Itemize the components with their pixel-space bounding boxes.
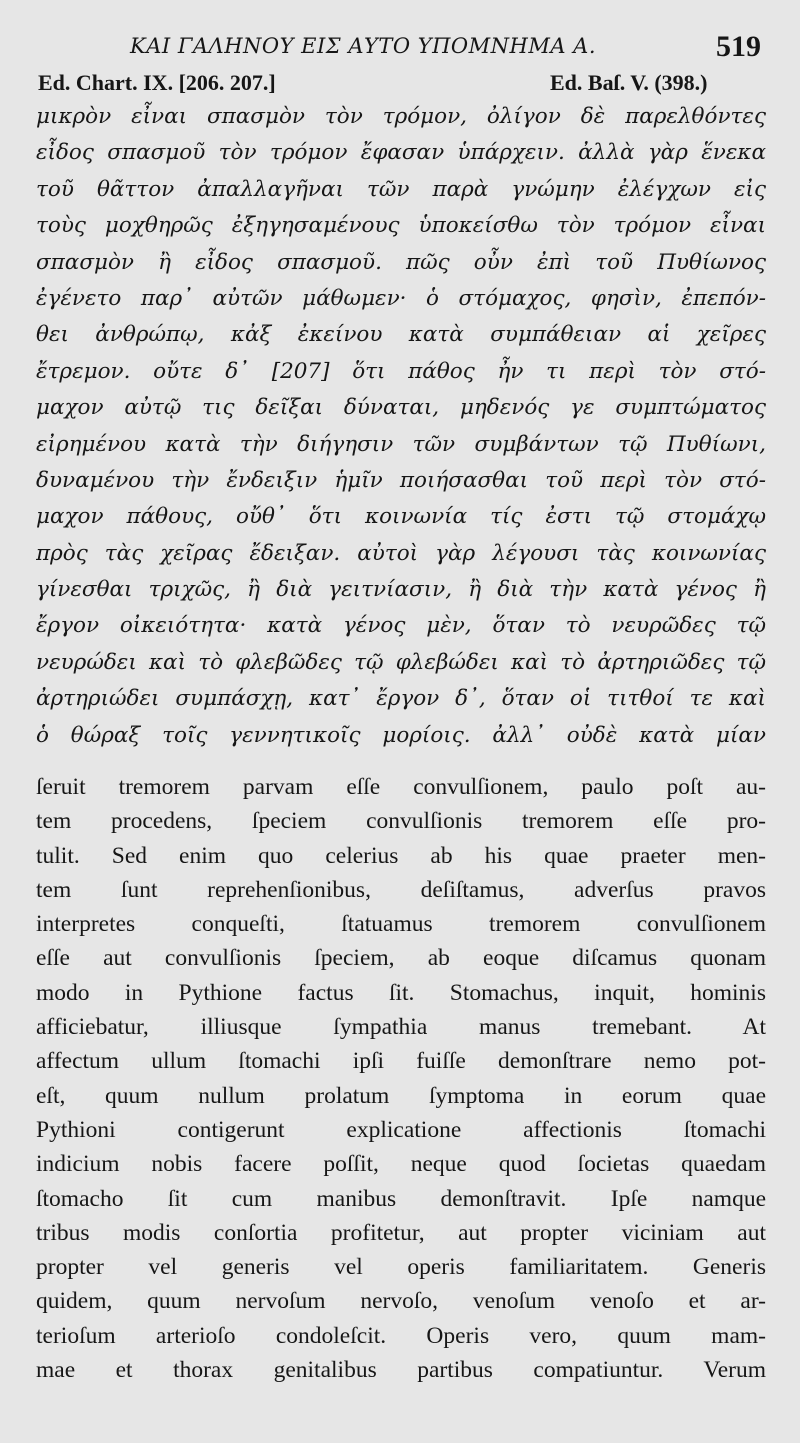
greek-text-block <box>36 99 766 754</box>
greek-text-line: μαχον αὐτῷ τις δεῖξαι δύναται, μηδενός γε συμπτώματος <box>36 395 766 421</box>
latin-text-line: Pythioni contigerunt explicatione affectionis ſtomachi <box>36 1116 766 1143</box>
latin-text-block <box>36 770 766 1387</box>
greek-text-line: σπασμὸν ἢ εἶδος σπασμοῦ. πῶς οὖν ἐπὶ τοῦ Πυθίωνος <box>36 249 766 275</box>
greek-text-line: πρὸς τὰς χεῖρας ἔδειξαν. αὐτοὶ γὰρ λέγουσι τὰς κοινωνίας <box>36 540 766 566</box>
greek-text-line: ἐγένετο παρ᾽ αὐτῶν μάθωμεν· ὁ στόμαχος, φησὶν, ἐπεπόν- <box>36 285 766 311</box>
greek-text-line: εἶδος σπασμοῦ τὸν τρόμον ἔφασαν ὑπάρχειν. ἀλλὰ γὰρ ἕνεκα <box>36 140 766 166</box>
latin-text-line: afficiebatur, illiusque ſympathia manus tremebant. At <box>36 1014 766 1041</box>
latin-text-line: mae et thorax genitalibus partibus compatiuntur. Verum <box>36 1357 766 1384</box>
latin-text-line: eſſe aut convulſionis ſpeciem, ab eoque diſcamus quonam <box>36 945 766 972</box>
latin-text-line: tribus modis conſortia profitetur, aut propter viciniam aut <box>36 1219 766 1246</box>
latin-text-line: tem procedens, ſpeciem convulſionis tremorem eſſe pro- <box>36 808 766 835</box>
latin-text-line: propter vel generis vel operis familiaritatem. Generis <box>36 1254 766 1281</box>
latin-text-line: indicium nobis facere poſſit, neque quod ſocietas quaedam <box>36 1151 766 1178</box>
latin-text-line: interpretes conqueſti, ſtatuamus tremorem convulſionem <box>36 911 766 938</box>
greek-text-line: τοῦ θᾶττον ἀπαλλαγῆναι τῶν παρὰ γνώμην ἐλέγχων εἰς <box>36 176 766 202</box>
greek-text-line: ἔργον οἰκειότητα· κατὰ γένος μὲν, ὅταν τὸ νευρῶδες τῷ <box>36 613 766 639</box>
greek-text-line: γίνεσθαι τριχῶς, ἢ διὰ γειτνίασιν, ἢ διὰ τὴν κατὰ γένος ἢ <box>36 577 766 603</box>
greek-text-line: δυναμένου τὴν ἔνδειξιν ἡμῖν ποιήσασθαι τοῦ περὶ τὸν στό- <box>36 467 766 493</box>
edition-line <box>0 68 800 98</box>
latin-text-line: modo in Pythione factus ſit. Stomachus, inquit, hominis <box>36 979 766 1006</box>
latin-text-line: tulit. Sed enim quo celerius ab his quae praeter men- <box>36 842 766 869</box>
edition-chartier: Ed. Chart. IX. [206. 207.] <box>38 70 276 95</box>
greek-text-line: ὁ θώραξ τοῖς γεννητικοῖς μορίοις. ἀλλ᾽ οὐδὲ κατὰ μίαν <box>36 722 766 748</box>
greek-text-line: εἰρημένου κατὰ τὴν διήγησιν τῶν συμβάντων τῷ Πυθίωνι, <box>36 431 766 457</box>
greek-text-line: ἔτρεμον. οὔτε δ᾽ [207] ὅτι πάθος ἦν τι περὶ τὸν στό- <box>36 358 766 384</box>
greek-text-line: μικρὸν εἶναι σπασμὸν τὸν τρόμον, ὀλίγον δὲ παρελθόντες <box>36 104 766 129</box>
running-title: ΚΑΙ ΓΑΛΗΝΟΥ ΕΙΣ ΑΥΤΟ ΥΠΟΜΝΗΜΑ Α. <box>130 34 597 58</box>
latin-text-line: ſtomacho ſit cum manibus demonſtravit. Ipſe namque <box>36 1185 766 1212</box>
page-number: 519 <box>716 30 761 63</box>
greek-text-line: νευρώδει καὶ τὸ φλεβῶδες τῷ φλεβώδει καὶ τὸ ἀρτηριῶδες τῷ <box>36 649 766 675</box>
latin-text-line: terioſum arterioſo condoleſcit. Operis vero, quum mam- <box>36 1322 766 1349</box>
greek-text-line: μαχον πάθους, οὔθ᾽ ὅτι κοινωνία τίς ἐστι τῷ στομάχῳ <box>36 504 766 530</box>
greek-text-line: τοὺς μοχθηρῶς ἐξηγησαμένους ὑποκείσθω τὸν τρόμον εἶναι <box>36 213 766 239</box>
latin-text-line: eſt, quum nullum prolatum ſymptoma in eorum quae <box>36 1082 766 1109</box>
latin-text-line: ſeruit tremorem parvam eſſe convulſionem, paulo poſt au- <box>36 774 766 800</box>
latin-text-line: quidem, quum nervoſum nervoſo, venoſum venoſo et ar- <box>36 1288 766 1315</box>
greek-text-line: ἀρτηριώδει συμπάσχῃ, κατ᾽ ἔργον δ᾽, ὅταν οἱ τιτθοί τε καὶ <box>36 686 766 712</box>
edition-basel: Ed. Baſ. V. (398.) <box>550 70 708 95</box>
greek-text-line: θει ἀνθρώπῳ, κἀξ ἐκείνου κατὰ συμπάθειαν αἱ χεῖρες <box>36 322 766 348</box>
running-head <box>0 28 800 68</box>
latin-text-line: affectum ullum ſtomachi ipſi fuiſſe demonſtrare nemo pot- <box>36 1048 766 1075</box>
latin-text-line: tem ſunt reprehenſionibus, deſiſtamus, adverſus pravos <box>36 876 766 903</box>
